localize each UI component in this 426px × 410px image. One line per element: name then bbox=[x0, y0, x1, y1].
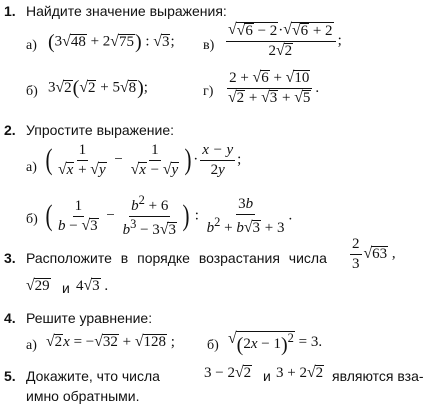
problem-3-text: Расположите в порядке возрастания числа bbox=[26, 250, 327, 266]
problem-5-text-line2: имно обратными. bbox=[26, 388, 140, 404]
problem-2-text: Упростите выражение: bbox=[26, 122, 175, 138]
problem-5-number-a: 3 − 2 √ 2 bbox=[204, 364, 252, 382]
problem-1-text: Найдите значение выражения: bbox=[26, 3, 227, 19]
problem-4-number: 4. bbox=[4, 310, 16, 326]
problem-2a-label: а) bbox=[26, 160, 37, 175]
problem-1-number: 1. bbox=[4, 3, 16, 19]
problem-4b-equation: √ $(2x - 1)^2$ = 3. bbox=[228, 330, 323, 356]
problem-3-and: и bbox=[62, 280, 70, 296]
problem-3-number-a: $\frac{2}{3}$ √ 63 , bbox=[352, 236, 396, 272]
problem-1a-expression: (3 √ 48 + 2 √ 75 ) : √ 3 ; bbox=[48, 31, 175, 53]
problem-5-number: 5. bbox=[4, 368, 16, 384]
problem-4-text: Решите уравнение: bbox=[26, 310, 153, 326]
problem-3-number-b: √ 29 bbox=[26, 277, 50, 295]
problem-1g-label: г) bbox=[203, 84, 214, 99]
problem-5-and: и bbox=[263, 368, 271, 384]
problem-5-number-b: 3 + 2 √ 2 bbox=[276, 364, 324, 382]
problem-1b-expression: 3 √ 2 ( √ 2 + 5 √ 8 ); bbox=[48, 77, 148, 99]
problem-4a-equation: √ 2 x = − √ 32 + √ 128 ; bbox=[46, 333, 175, 351]
problem-1b-label: б) bbox=[26, 84, 38, 99]
problem-2b-label: б) bbox=[26, 212, 38, 227]
problem-1g-expression: 2 + √ 6 + √ 10 √ 2 + √ 3 + √ 5 . bbox=[228, 69, 320, 107]
problem-1v-label: в) bbox=[203, 38, 215, 53]
problem-1a-label: а) bbox=[26, 38, 37, 53]
problem-1v-expression: √ √ 6 − 2 · √ √ 6 + 2 2 √ 2 ; bbox=[228, 21, 342, 59]
problem-3-number-c: 4 √ 3 . bbox=[76, 277, 109, 295]
problem-4b-label: б) bbox=[207, 338, 219, 353]
problem-4a-label: а) bbox=[26, 338, 37, 353]
problem-2a-expression: ( 1 √ x + √ y − 1 √ x − √ y ) · $\frac{x - y}{2y}$ ; bbox=[45, 142, 242, 178]
problem-5-text-start: Докажите, что числа bbox=[26, 368, 160, 384]
problem-2-number: 2. bbox=[4, 122, 16, 138]
problem-2b-expression: ( 1 b − √ 3 − $b^2 + 6$ $b^3 - 3$ √ 3 ) : 3b $b^2 + b$ √ 3 + 3 . bbox=[45, 193, 293, 238]
problem-5-text-end: являются вза- bbox=[332, 368, 424, 384]
problem-3-number: 3. bbox=[4, 250, 16, 266]
